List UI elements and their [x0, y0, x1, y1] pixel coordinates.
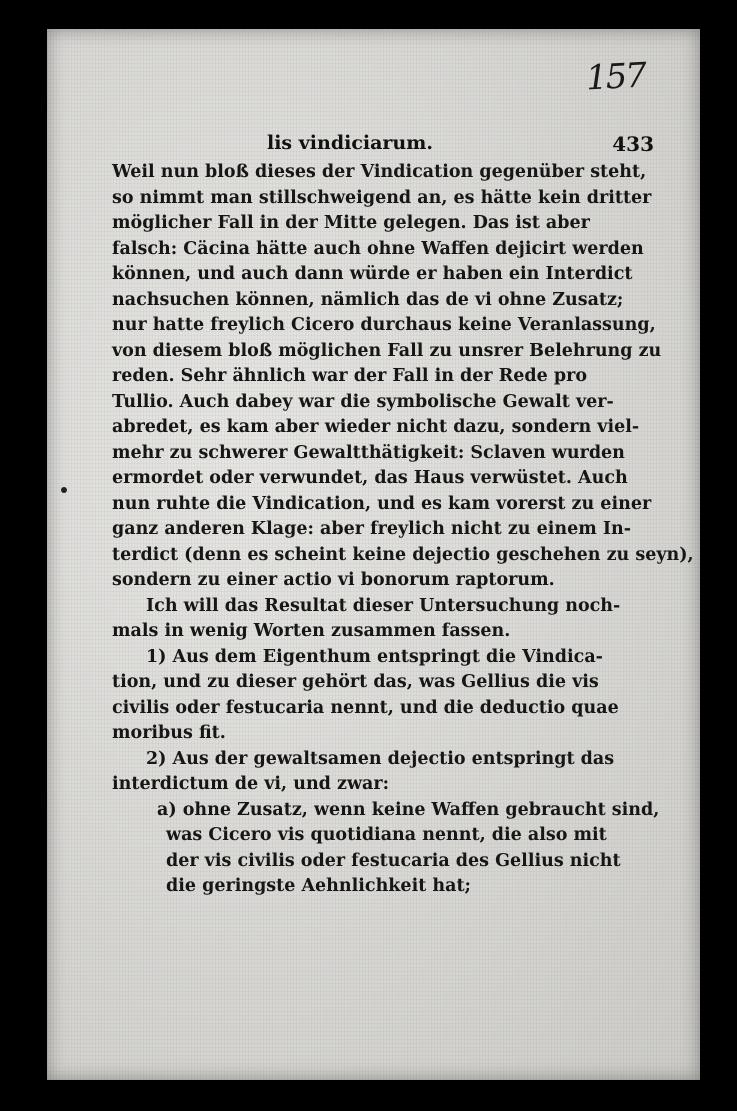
text-line: möglicher Fall in der Mitte gelegen. Das ist aber [112, 213, 590, 233]
text-line: Tullio. Auch dabey war die symbolische Gewalt ver- [112, 391, 614, 412]
text-line: der vis civilis oder festucaria des Gellius nicht [166, 850, 621, 871]
text-line: ganz anderen Klage: aber freylich nicht zu einem In- [112, 519, 631, 539]
text-line: sondern zu einer actio vi bonorum raptorum. [112, 570, 555, 590]
text-line: Ich will das Resultat dieser Untersuchung noch- [146, 595, 621, 616]
text-line: nun ruhte die Vindication, und es kam vorerst zu einer [112, 493, 652, 514]
text-line: von diesem bloß möglichen Fall zu unsrer Belehrung zu [112, 340, 662, 361]
text-line: die geringste Aehnlichkeit hat; [166, 876, 471, 896]
body-text [112, 160, 694, 900]
text-line: 1) Aus dem Eigenthum entspringt die Vindica- [146, 646, 603, 667]
paper-sheet [47, 29, 700, 1080]
text-line: Weil nun bloß dieses der Vindication gegenüber steht, [112, 162, 647, 182]
text-line: a) ohne Zusatz, wenn keine Waffen gebraucht sind, [157, 799, 660, 820]
text-line: können, und auch dann würde er haben ein Interdict [112, 264, 633, 284]
text-line: terdict (denn es scheint keine dejectio geschehen zu seyn), [112, 544, 694, 565]
running-head: lis vindiciarum. [267, 132, 433, 154]
ink-blot [61, 487, 67, 493]
handwritten-folio-number: 157 [585, 55, 647, 99]
text-line: civilis oder festucaria nennt, und die deductio quae [112, 697, 619, 718]
text-line: falsch: Cäcina hätte auch ohne Waffen dejicirt werden [112, 238, 644, 259]
text-line: tion, und zu dieser gehört das, was Gellius die vis [112, 672, 599, 692]
text-line: abredet, es kam aber wieder nicht dazu, sondern viel- [112, 417, 640, 437]
text-line: mehr zu schwerer Gewaltthätigkeit: Sclaven wurden [112, 442, 625, 463]
text-line: reden. Sehr ähnlich war der Fall in der Rede pro [112, 366, 588, 386]
text-line: interdictum de vi, und zwar: [112, 774, 390, 794]
text-line: 2) Aus der gewaltsamen dejectio entspringt das [146, 748, 615, 769]
text-line: ermordet oder verwundet, das Haus verwüstet. Auch [112, 468, 628, 488]
page-number: 433 [612, 132, 654, 156]
text-line: nur hatte freylich Cicero durchaus keine Veranlassung, [112, 315, 656, 335]
text-line: was Cicero vis quotidiana nennt, die also mit [166, 825, 607, 845]
text-line: so nimmt man stillschweigend an, es hätte kein dritter [112, 187, 652, 208]
text-line: mals in wenig Worten zusammen fassen. [112, 621, 511, 641]
text-line: nachsuchen können, nämlich das de vi ohne Zusatz; [112, 289, 624, 310]
text-line: moribus fit. [112, 723, 226, 743]
